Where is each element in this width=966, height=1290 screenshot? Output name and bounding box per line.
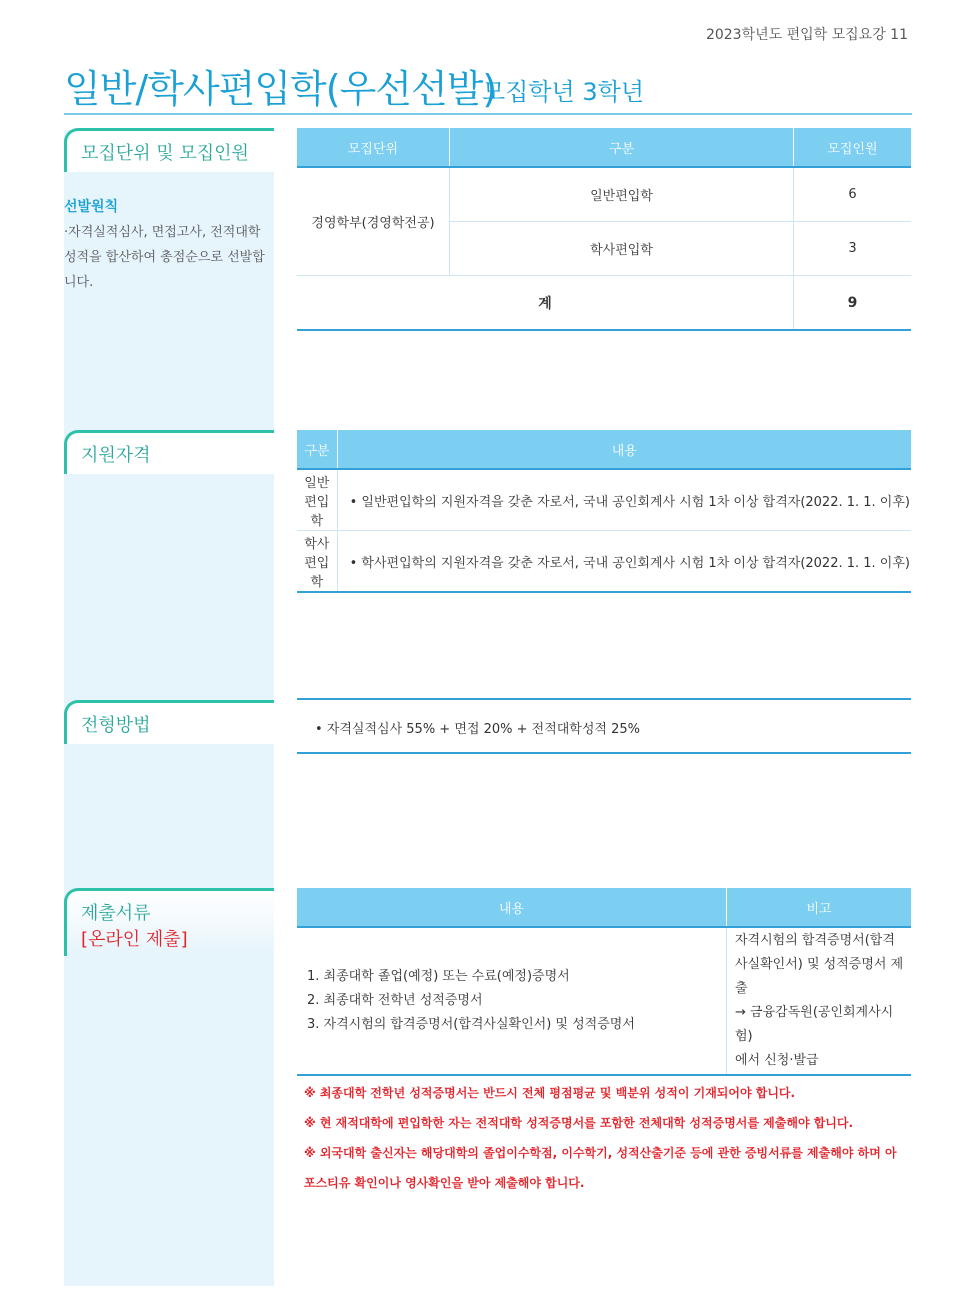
section-tab-label: 모집단위 및 모집인원 — [81, 143, 249, 164]
notice-item: ※ 최종대학 전학년 성적증명서는 반드시 전체 평점평균 및 백분위 성적이 기재되어야 합니다. — [304, 1086, 796, 1100]
total-row — [297, 276, 911, 331]
section-tab-label: 지원자격 — [81, 445, 151, 466]
type-cell: 학사편입학 — [450, 222, 794, 276]
title-row — [64, 58, 912, 115]
type-cell: 학사편입학 — [297, 531, 337, 593]
page-title: 일반/학사편입학(우선선발) — [64, 67, 497, 111]
table-row — [297, 927, 911, 1075]
note-line: 사실확인서) 및 성적증명서 제출 — [735, 957, 904, 996]
principle-text: ·자격실적심사, 면접고사, 전적대학 성적을 합산하여 총점순으로 선발합니다. — [64, 225, 265, 290]
method-box — [297, 698, 911, 754]
table-row — [297, 167, 911, 222]
documents-list — [297, 927, 727, 1075]
notice-item: ※ 외국대학 출신자는 해당대학의 졸업이수학점, 이수학기, 성적산출기준 등에 관한 증빙서류를 제출해야 하며 아포스티유 확인이나 영사확인을 받아 제출해야 합니다. — [304, 1146, 897, 1190]
header-type: 구분 — [450, 128, 794, 167]
total-value: 9 — [794, 276, 912, 331]
header-note: 비고 — [727, 888, 912, 927]
section-tab-recruit — [64, 128, 274, 172]
note-line: 자격시험의 합격증명서(합격 — [735, 933, 895, 948]
page-subtitle: 모집학년 3학년 — [482, 78, 645, 106]
notice-item: ※ 현 재적대학에 편입학한 자는 전적대학 성적증명서를 포함한 전체대학 성적증명서를 제출해야 합니다. — [304, 1116, 854, 1130]
list-item: 1. 최종대학 졸업(예정) 또는 수료(예정)증명서 — [307, 969, 570, 984]
header-content: 내용 — [297, 888, 727, 927]
table-row — [297, 531, 911, 593]
unit-cell: 경영학부(경영학전공) — [297, 167, 450, 276]
list-item: 2. 최종대학 전학년 성적증명서 — [307, 993, 483, 1008]
documents-note — [727, 927, 912, 1075]
section-tab-documents — [64, 888, 274, 956]
header-count: 모집인원 — [794, 128, 912, 167]
list-item: 3. 자격시험의 합격증명서(합격사실확인서) 및 성적증명서 — [307, 1017, 635, 1032]
section-tab-label: 전형방법 — [81, 715, 151, 736]
content-cell: • 학사편입학의 지원자격을 갖춘 자로서, 국내 공인회계사 시험 1차 이상 합격자(2022. 1. 1. 이후) — [337, 531, 911, 593]
header-unit: 모집단위 — [297, 128, 450, 167]
documents-notes — [304, 1078, 904, 1198]
count-cell: 3 — [794, 222, 912, 276]
count-cell: 6 — [794, 167, 912, 222]
principle-heading: 선발원칙 — [64, 199, 119, 215]
type-cell: 일반편입학 — [297, 469, 337, 531]
section-tab-method — [64, 700, 274, 744]
header-type: 구분 — [297, 430, 337, 469]
method-content: • 자격실적심사 55% + 면접 20% + 전적대학성적 25% — [315, 722, 641, 737]
qualification-table — [297, 430, 911, 593]
content-cell: • 일반편입학의 지원자격을 갖춘 자로서, 국내 공인회계사 시험 1차 이상 합격자(2022. 1. 1. 이후) — [337, 469, 911, 531]
page-header-meta: 2023학년도 편입학 모집요강 11 — [705, 27, 908, 43]
total-label: 계 — [297, 276, 794, 331]
section-tab-qualification — [64, 430, 274, 474]
note-line: 에서 신청·발급 — [735, 1053, 819, 1068]
note-line: → 금융감독원(공인회계사시험) — [735, 1005, 894, 1044]
documents-table — [297, 888, 911, 1076]
section-tab-label: 제출서류 — [81, 903, 151, 924]
recruit-table — [297, 128, 911, 331]
table-row — [297, 469, 911, 531]
type-cell: 일반편입학 — [450, 167, 794, 222]
header-content: 내용 — [337, 430, 911, 469]
section-tab-sublabel: [온라인 제출] — [81, 929, 188, 950]
